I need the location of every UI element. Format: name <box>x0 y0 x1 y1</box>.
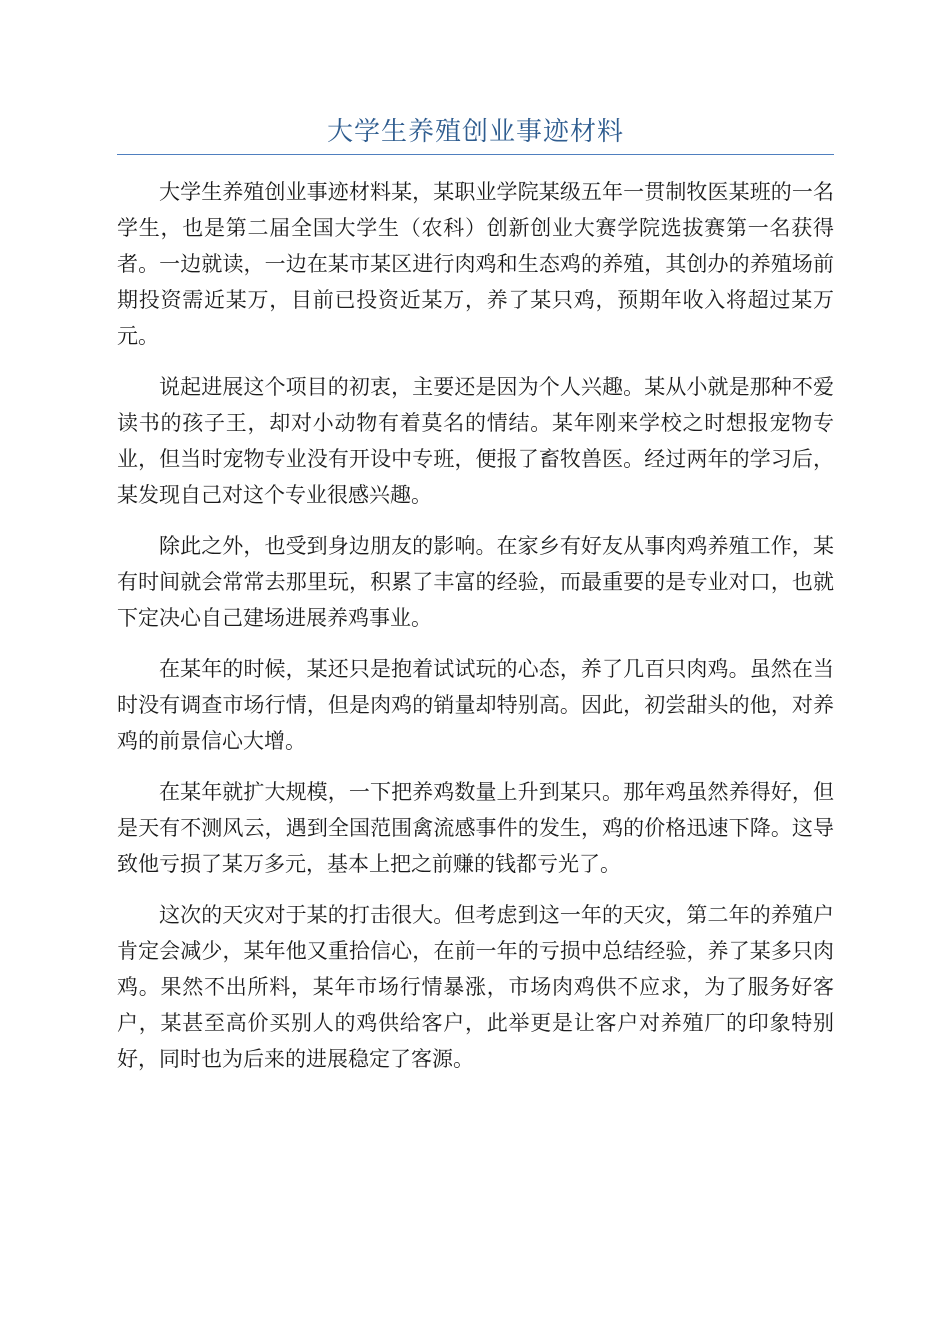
paragraph-4: 在某年的时候，某还只是抱着试试玩的心态，养了几百只肉鸡。虽然在当时没有调查市场行情，但是肉鸡的销量却特别高。因此，初尝甜头的他，对养鸡的前景信心大增。 <box>117 657 834 753</box>
paragraph-5: 在某年就扩大规模，一下把养鸡数量上升到某只。那年鸡虽然养得好，但是天有不测风云，遇到全国范围禽流感事件的发生，鸡的价格迅速下降。这导致他亏损了某万多元，基本上把之前赚的钱都亏光了。 <box>117 780 834 876</box>
paragraph-6: 这次的天灾对于某的打击很大。但考虑到这一年的天灾，第二年的养殖户肯定会减少，某年他又重拾信心，在前一年的亏损中总结经验，养了某多只肉鸡。果然不出所料，某年市场行情暴涨，市场肉鸡供不应求，为了服务好客户，某甚至高价买别人的鸡供给客户，此举更是让客户对养殖厂的印象特别好，同时也为后来的进展稳定了客源。 <box>117 903 834 1071</box>
paragraph-2: 说起进展这个项目的初衷，主要还是因为个人兴趣。某从小就是那种不爱读书的孩子王，却对小动物有着莫名的情结。某年刚来学校之时想报宠物专业，但当时宠物专业没有开设中专班，便报了畜牧兽医。经过两年的学习后，某发现自己对这个专业很感兴趣。 <box>117 375 834 507</box>
document-title: 大学生养殖创业事迹材料 <box>326 117 624 147</box>
title-underline <box>117 154 834 155</box>
paragraph-1: 大学生养殖创业事迹材料某，某职业学院某级五年一贯制牧医某班的一名学生，也是第二届全国大学生（农科）创新创业大赛学院选拔赛第一名获得者。一边就读，一边在某市某区进行肉鸡和生态鸡的养殖，其创办的养殖场前期投资需近某万，目前已投资近某万，养了某只鸡，预期年收入将超过某万元。 <box>117 180 834 348</box>
document-body <box>117 174 834 1092</box>
paragraph-3: 除此之外，也受到身边朋友的影响。在家乡有好友从事肉鸡养殖工作，某有时间就会常常去那里玩，积累了丰富的经验，而最重要的是专业对口，也就下定决心自己建场进展养鸡事业。 <box>117 534 834 630</box>
